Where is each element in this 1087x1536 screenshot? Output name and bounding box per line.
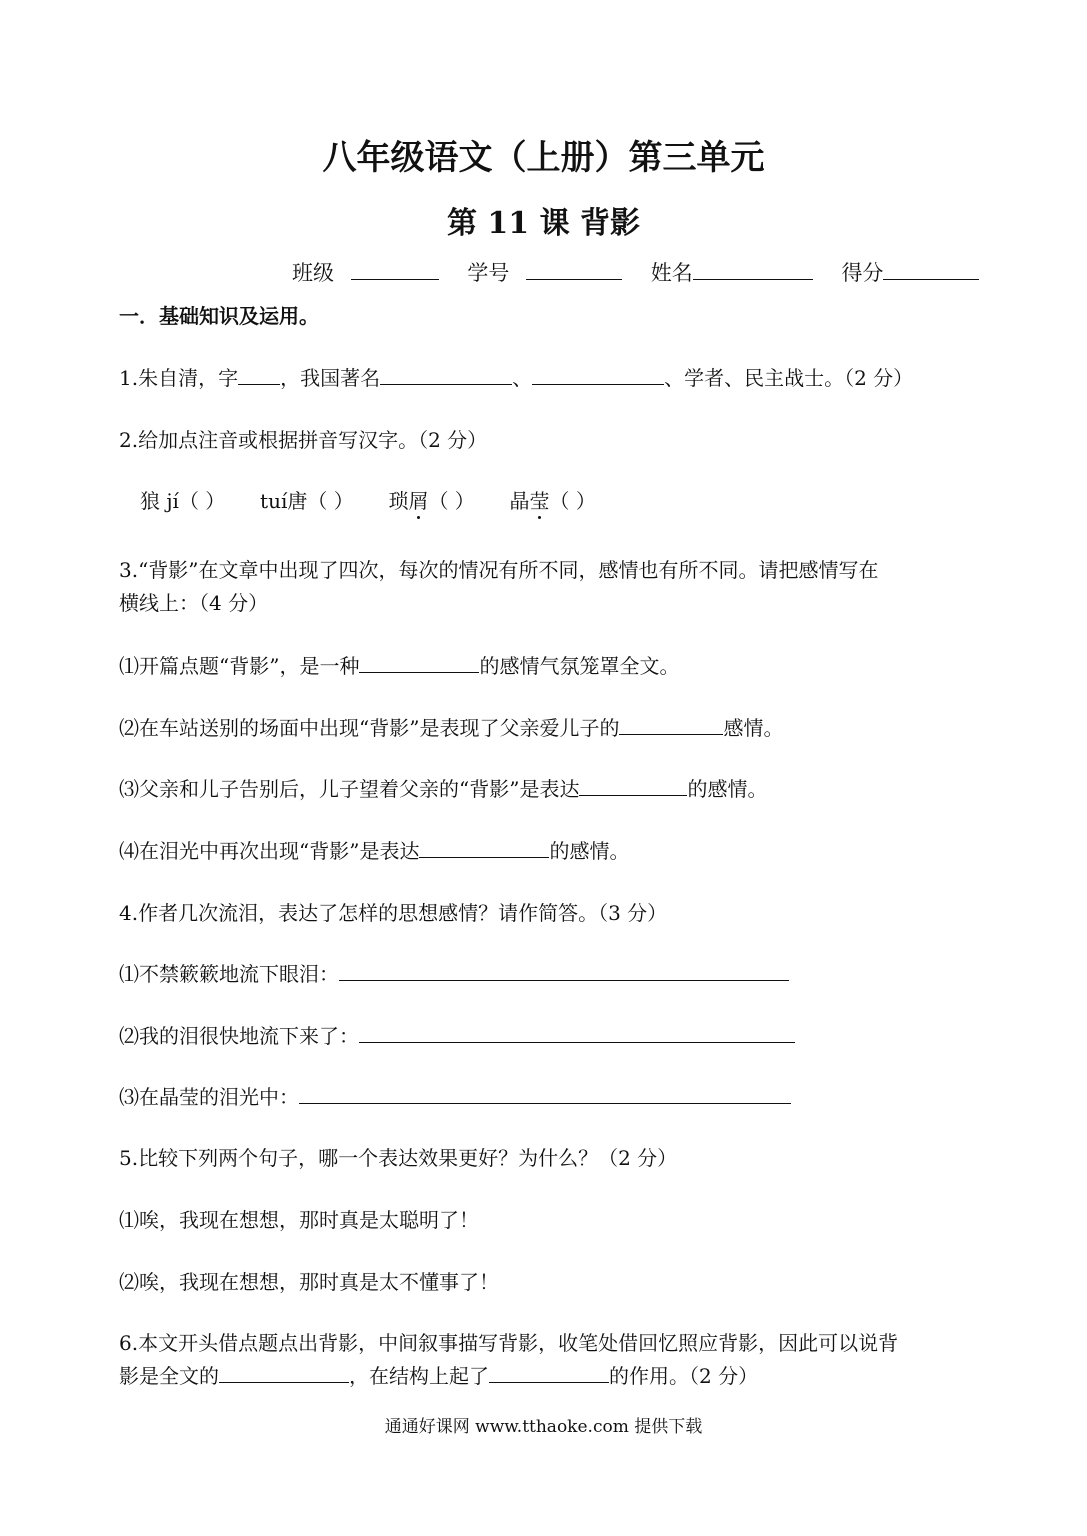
q2-item-2: 唐（ ） xyxy=(287,489,354,513)
name-label: 姓名 xyxy=(650,261,693,286)
question-5-sentence-1: ⑴唉，我现在想想，那时真是太聪明了！ xyxy=(119,1208,479,1232)
q3-s4-blank[interactable] xyxy=(419,835,549,858)
q3-s2-tail: 感情。 xyxy=(723,716,784,740)
q1-text-a: 1.朱自清，字 xyxy=(119,366,239,390)
question-3-sub-4 xyxy=(119,835,629,864)
question-1 xyxy=(119,362,913,391)
q1-text-c: 、 xyxy=(512,366,533,390)
name-field[interactable] xyxy=(693,256,813,280)
q2-item-2-pinyin: tuí xyxy=(260,489,288,513)
question-2-items xyxy=(140,485,596,514)
q3-s3-blank[interactable] xyxy=(579,773,687,796)
lesson-title: 第 11 课 背影 xyxy=(446,206,641,241)
question-3-sub-2 xyxy=(119,712,783,741)
q1-text-d: 、学者、民主战士。（2 分） xyxy=(664,366,914,390)
q2-item-3-paren: （ ） xyxy=(428,489,475,513)
q4-s2-text: ⑵我的泪很快地流下来了： xyxy=(119,1024,359,1048)
class-field[interactable] xyxy=(351,256,439,280)
q4-s1-text: ⑴不禁簌簌地流下眼泪： xyxy=(119,962,339,986)
q3-s4-text: ⑷在泪光中再次出现“背影”是表达 xyxy=(119,839,420,863)
page-title: 八年级语文（上册）第三单元 xyxy=(322,138,765,178)
q4-s2-answer-line[interactable] xyxy=(359,1020,795,1043)
question-3-line-2: 横线上：（4 分） xyxy=(119,591,269,615)
number-field[interactable] xyxy=(526,256,622,280)
score-field[interactable] xyxy=(883,256,979,280)
q3-s1-text: ⑴开篇点题“背影”，是一种 xyxy=(119,654,360,678)
question-6-line-2 xyxy=(119,1360,758,1389)
q1-blank-2[interactable] xyxy=(532,362,664,385)
question-3-sub-3 xyxy=(119,773,767,802)
q3-s1-tail: 的感情气氛笼罩全文。 xyxy=(479,654,680,678)
question-3-line-1: 3.“背影”在文章中出现了四次，每次的情况有所不同，感情也有所不同。请把感情写在 xyxy=(119,558,879,582)
q2-item-1: 狼 jí（ ） xyxy=(140,489,226,513)
class-label: 班级 xyxy=(292,261,334,286)
score-label: 得分 xyxy=(841,261,884,286)
section-heading: 一．基础知识及运用。 xyxy=(119,304,319,328)
q4-s1-answer-line[interactable] xyxy=(339,958,789,981)
q2-item-4-dotted-char: 莹 xyxy=(529,489,550,513)
question-4-prompt: 4.作者几次流泪，表达了怎样的思想感情？请作简答。（3 分） xyxy=(119,901,668,925)
q6-text-a: 影是全文的 xyxy=(119,1364,219,1388)
q3-s4-tail: 的感情。 xyxy=(549,839,630,863)
q2-item-3-char: 琐 xyxy=(388,489,409,513)
question-6-line-1: 6.本文开头借点题点出背影，中间叙事描写背影，收笔处借回忆照应背影，因此可以说背 xyxy=(119,1331,899,1355)
q1-text-b: ，我国著名 xyxy=(280,366,381,390)
q6-text-c: 的作用。（2 分） xyxy=(609,1364,759,1388)
q3-s2-text: ⑵在车站送别的场面中出现“背影”是表现了父亲爱儿子的 xyxy=(119,716,620,740)
question-2-prompt: 2.给加点注音或根据拼音写汉字。（2 分） xyxy=(119,428,488,452)
q6-blank-2[interactable] xyxy=(489,1360,609,1383)
question-4-sub-1 xyxy=(119,958,789,987)
q3-s2-blank[interactable] xyxy=(619,712,723,735)
question-3-sub-1 xyxy=(119,650,679,679)
q6-blank-1[interactable] xyxy=(219,1360,349,1383)
number-label: 学号 xyxy=(467,261,510,286)
q6-text-b: ，在结构上起了 xyxy=(349,1364,489,1388)
q3-s3-tail: 的感情。 xyxy=(687,777,768,801)
q3-s1-blank[interactable] xyxy=(359,650,479,673)
question-4-sub-2 xyxy=(119,1020,795,1049)
q4-s3-text: ⑶在晶莹的泪光中： xyxy=(119,1085,299,1109)
q4-s3-answer-line[interactable] xyxy=(299,1081,791,1104)
q1-blank-1[interactable] xyxy=(380,362,512,385)
q1-blank-courtesy-name[interactable] xyxy=(238,362,280,385)
question-4-sub-3 xyxy=(119,1081,791,1110)
question-5-sentence-2: ⑵唉，我现在想想，那时真是太不懂事了！ xyxy=(119,1270,499,1294)
q3-s3-text: ⑶父亲和儿子告别后，儿子望着父亲的“背影”是表达 xyxy=(119,777,580,801)
info-row xyxy=(292,256,979,287)
question-5-prompt: 5.比较下列两个句子，哪一个表达效果更好？为什么？（2 分） xyxy=(119,1146,678,1170)
q2-item-3-dotted-char: 屑 xyxy=(408,489,429,513)
q2-item-4-paren: （ ） xyxy=(549,489,596,513)
q2-item-4-char: 晶 xyxy=(509,489,530,513)
footer-source: 通通好课网 www.tthaoke.com 提供下载 xyxy=(384,1417,703,1437)
